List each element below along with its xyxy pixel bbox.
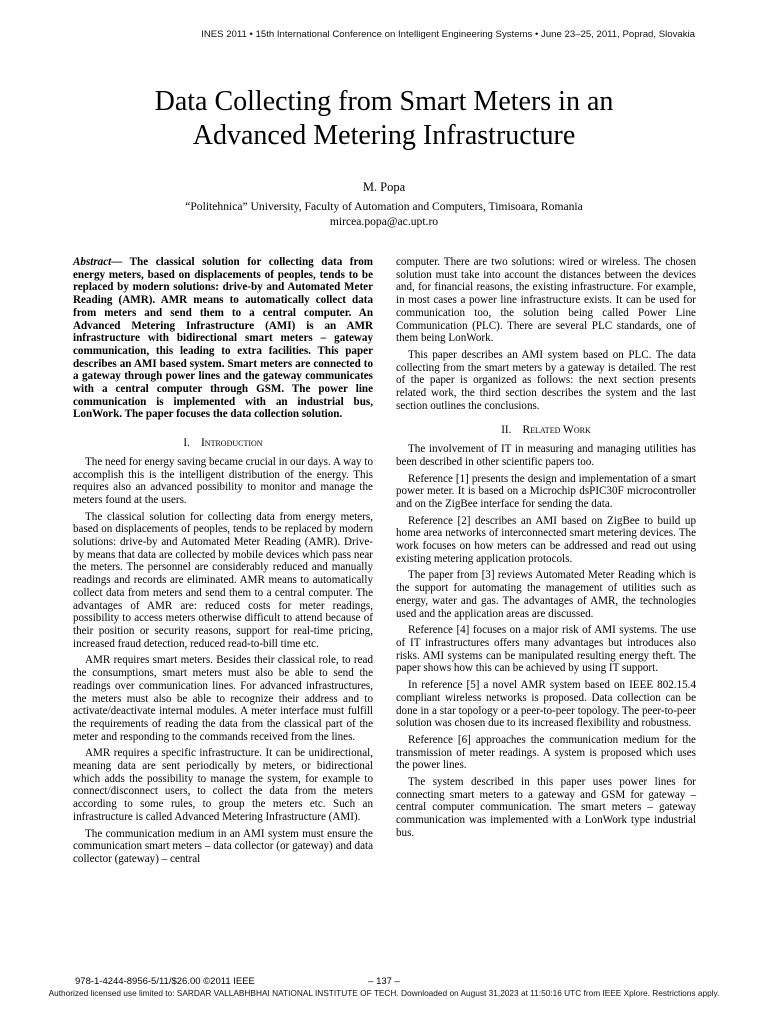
paragraph: The involvement of IT in measuring and managing utilities has been described in other scientific papers too. [396, 443, 696, 468]
paragraph: Reference [2] describes an AMI based on ZigBee to build up home area networks of interconnected smart metering devices. The work focuses on how meters can be addressed and read out using existing metering application protocols. [396, 514, 696, 565]
title-line-1: Data Collecting from Smart Meters in an [154, 86, 614, 117]
footer-isbn: 978-1-4244-8956-5/11/$26.00 ©2011 IEEE [75, 976, 255, 987]
abstract-label: Abstract— [73, 256, 123, 268]
affiliation-block [70, 199, 698, 229]
section-title: Related Work [522, 424, 591, 437]
section-number: II. [501, 424, 512, 437]
abstract-text: The classical solution for collecting data from energy meters, based on displacements of peoples, tends to be replaced by modern solutions: drive-by and Automated Meter Reading (AMR). AMR means to automatically collect data from meters and send them to a central computer. An Advanced Metering Infrastructure (AMI) is an AMR infrastructure with bidirectional smart meters – gateway communication, this leading to extra facilities. This paper describes an AMI based system. Smart meters are connected to a gateway through power lines and the gateway communicates with a central computer through GSM. The power line communication is implemented with an industrial bus, LonWork. The paper focuses the data collection solution. [73, 256, 373, 421]
paragraph: The paper from [3] reviews Automated Meter Reading which is the support for automating the management of utilities such as energy, water and gas. The advantages of AMR, the technologies used and the application areas are discussed. [396, 569, 696, 620]
section-heading-introduction [73, 437, 373, 450]
title-line-2: Advanced Metering Infrastructure [192, 120, 576, 151]
license-notice: Authorized licensed use limited to: SARDAR VALLABHBHAI NATIONAL INSTITUTE OF TECH. Downloaded on August 31,2023 at 11:50:16 UTC from IEEE Xplore. Restrictions apply. [48, 988, 720, 998]
section-number: I. [183, 437, 190, 450]
section-title: Introduction [200, 437, 263, 450]
author-email: mircea.popa@ac.upt.ro [329, 215, 439, 228]
paragraph: In reference [5] a novel AMR system based on IEEE 802.15.4 compliant wireless networks is proposed. Data collection can be done in a star topology or a peer-to-peer topology. The peer-to-peer solution was chosen due to its increased flexibility and robustness. [396, 679, 696, 730]
paragraph: The classical solution for collecting data from energy meters, based on displacements of peoples, tends to be replaced by modern solutions: drive-by and Automated Meter Reading (AMR). Drive-by means that data are collected by mobile devices which pass near the meters. The personnel are considerably reduced and manually readings and records are eliminated. AMR means to automatically collect data from meters and send them to a central computer. The advantages of AMR are: reduced costs for meter readings, possibility to access meters otherwise difficult to attend because of their position or security reasons, support for real-time pricing, increased fraud detection, reduced read-to-bill time etc. [73, 510, 373, 650]
conference-header: INES 2011 • 15th International Conference on Intelligent Engineering Systems • June 23–25, 2011, Poprad, Slovakia [201, 29, 695, 40]
paragraph: Reference [4] focuses on a major risk of AMI systems. The use of IT infrastructures offers many advantages but introduces also risks. AMI systems can be manipulated resulting energy theft. The paper shows how this can be achieved by using IT support. [396, 624, 696, 675]
affiliation: “Politehnica” University, Faculty of Automation and Computers, Timisoara, Romania [185, 200, 583, 213]
paragraph: The communication medium in an AMI system must ensure the communication smart meters – data collector (or gateway) and data collector (gateway) – central [73, 827, 373, 865]
paper-title [70, 85, 698, 153]
paragraph: This paper describes an AMI system based on PLC. The data collecting from the smart meters by a gateway is detailed. The rest of the paper is organized as follows: the next section presents related work, the third section describes the system and the last section outlines the conclusions. [396, 348, 696, 412]
paragraph: Reference [6] approaches the communication medium for the transmission of meter readings. A system is proposed which uses the power lines. [396, 733, 696, 772]
paragraph: computer. There are two solutions: wired or wireless. The chosen solution must take into account the distances between the devices and, for financial reasons, the existing infrastructure. For example, in most cases a power line infrastructure exists. It can be used for communication too, the solution being called Power Line Communication (PLC). There are several PLC standards, one of them being LonWork. [396, 256, 696, 345]
paragraph: AMR requires a specific infrastructure. It can be unidirectional, meaning data are sent periodically by meters, or bidirectional which adds the possibility to manage the system, for example to connect/disconnect users, to collect the data from the meters according to some rules, to group the meters etc. Such an infrastructure is called Advanced Metering Infrastructure (AMI). [73, 747, 373, 823]
paragraph: AMR requires smart meters. Besides their classical role, to read the consumptions, smart meters must also be able to send the readings over communication lines. For advanced infrastructures, the meters must also be able to recognize their address and to activate/deactivate internal modules. A meter interface must fulfill the requirements of reading the data from the classical part of the meter and responding to the commands received from the lines. [73, 654, 373, 743]
page-number: – 137 – [368, 976, 400, 987]
left-column [73, 256, 373, 870]
abstract [73, 256, 373, 421]
section-heading-related-work [396, 424, 696, 437]
paragraph: The system described in this paper uses power lines for connecting smart meters to a gateway and GSM for gateway – central computer communication. The smart meters – gateway communication was implemented with a LonWork type industrial bus. [396, 776, 696, 839]
right-column [396, 256, 696, 844]
author-name: M. Popa [362, 180, 406, 194]
paragraph: Reference [1] presents the design and implementation of a smart power meter. It is based on a Microchip dsPIC30F microcontroller and on the ZigBee interface for sending the data. [396, 472, 696, 510]
paragraph: The need for energy saving became crucial in our days. A way to accomplish this is the intelligent distribution of the energy. This requires also an advanced possibility to monitor and manage the meters found at the users. [73, 455, 373, 506]
